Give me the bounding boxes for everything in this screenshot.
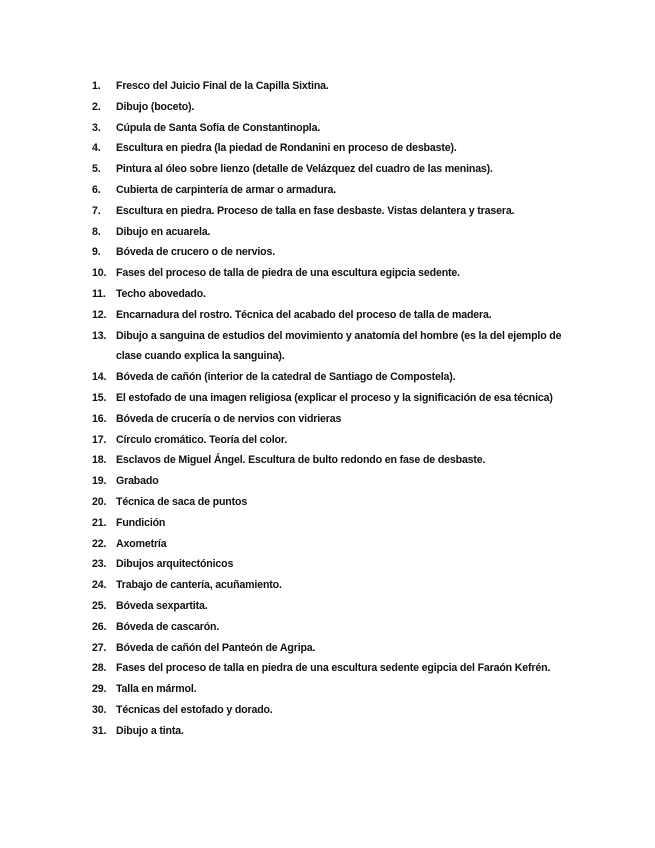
list-item bbox=[92, 138, 572, 159]
list-item-text: Cúpula de Santa Sofía de Constantinopla. bbox=[116, 121, 321, 134]
list-item bbox=[92, 388, 572, 409]
list-item-number: 18. bbox=[92, 454, 107, 467]
list-item-text: Dibujo a tinta. bbox=[116, 724, 184, 737]
list-item bbox=[92, 471, 572, 492]
list-item-number: 14. bbox=[92, 371, 107, 384]
list-item bbox=[92, 76, 572, 97]
list-item bbox=[92, 430, 572, 451]
list-item bbox=[92, 492, 572, 513]
list-item-number: 30. bbox=[92, 703, 107, 716]
list-item-number: 20. bbox=[92, 495, 107, 508]
list-item-text: Escultura en piedra (la piedad de Rondanini en proceso de desbaste). bbox=[116, 142, 457, 155]
list-item-text: Encarnadura del rostro. Técnica del acabado del proceso de talla de madera. bbox=[116, 308, 492, 321]
list-item bbox=[92, 118, 572, 139]
list-item-text: Dibujo en acuarela. bbox=[116, 225, 211, 238]
list-item-text: Dibujo (boceto). bbox=[116, 100, 195, 113]
list-item-number: 21. bbox=[92, 516, 107, 529]
list-item-text: Axometría bbox=[116, 537, 167, 550]
list-item-text: Fases del proceso de talla de piedra de una escultura egipcia sedente. bbox=[116, 267, 460, 280]
list-item-text: Bóveda de crucero o de nervios. bbox=[116, 246, 276, 259]
list-item-number: 28. bbox=[92, 662, 107, 675]
list-item-number: 8. bbox=[92, 225, 101, 238]
list-item bbox=[92, 679, 572, 700]
list-item-text: Trabajo de cantería, acuñamiento. bbox=[116, 579, 282, 592]
list-item-number: 17. bbox=[92, 433, 107, 446]
list-item bbox=[92, 284, 572, 305]
list-item-number: 2. bbox=[92, 100, 101, 113]
list-item bbox=[92, 305, 572, 326]
list-item bbox=[92, 326, 572, 368]
list-item bbox=[92, 242, 572, 263]
list-item bbox=[92, 721, 572, 742]
list-item-number: 24. bbox=[92, 579, 107, 592]
list-item bbox=[92, 617, 572, 638]
list-item-number: 1. bbox=[92, 80, 101, 92]
list-item-number: 3. bbox=[92, 121, 101, 134]
list-item-number: 16. bbox=[92, 412, 107, 425]
list-item bbox=[92, 513, 572, 534]
list-item-number: 11. bbox=[92, 287, 106, 300]
list-item-text: Bóveda de cascarón. bbox=[116, 620, 220, 633]
list-item-text: Talla en mármol. bbox=[116, 683, 197, 696]
list-item-text: Fases del proceso de talla en piedra de una escultura sedente egipcia del Faraón Kefrén. bbox=[116, 662, 551, 675]
list-item-text: Técnica de saca de puntos bbox=[116, 495, 248, 508]
list-item-number: 5. bbox=[92, 163, 101, 176]
list-item bbox=[92, 409, 572, 430]
list-item bbox=[92, 263, 572, 284]
list-item-text: Grabado bbox=[116, 475, 159, 488]
list-item bbox=[92, 97, 572, 118]
list-item-number: 29. bbox=[92, 683, 107, 696]
list-item bbox=[92, 159, 572, 180]
list-item-number: 4. bbox=[92, 142, 101, 155]
list-item bbox=[92, 596, 572, 617]
list-item bbox=[92, 534, 572, 555]
list-item-text: Bóveda de cañón (interior de la catedral de Santiago de Compostela). bbox=[116, 371, 456, 384]
list-item-text: Bóveda de cañón del Panteón de Agripa. bbox=[116, 641, 316, 654]
list-item bbox=[92, 554, 572, 575]
list-item-number: 15. bbox=[92, 391, 107, 404]
list-item-number: 22. bbox=[92, 537, 107, 550]
list-item-number: 7. bbox=[92, 204, 101, 217]
list-item-number: 12. bbox=[92, 308, 107, 321]
list-item bbox=[92, 367, 572, 388]
list-item bbox=[92, 222, 572, 243]
list-item-number: 23. bbox=[92, 558, 107, 571]
list-item-text: Bóveda sexpartita. bbox=[116, 599, 208, 612]
numbered-list bbox=[92, 76, 572, 742]
list-item bbox=[92, 180, 572, 201]
list-item-number: 13. bbox=[92, 329, 107, 342]
list-item-number: 9. bbox=[92, 246, 101, 259]
list-item-number: 31. bbox=[92, 724, 107, 737]
list-item-number: 19. bbox=[92, 475, 107, 488]
list-item bbox=[92, 700, 572, 721]
list-item-text: Bóveda de crucería o de nervios con vidrieras bbox=[116, 412, 342, 425]
list-item-text: Esclavos de Miguel Ángel. Escultura de bulto redondo en fase de desbaste. bbox=[116, 454, 486, 467]
list-item-number: 26. bbox=[92, 620, 107, 633]
list-item bbox=[92, 658, 572, 679]
list-item-text: El estofado de una imagen religiosa (explicar el proceso y la significación de esa técnica) bbox=[116, 391, 553, 404]
list-item-text: Círculo cromático. Teoría del color. bbox=[116, 433, 288, 446]
list-item-number: 27. bbox=[92, 641, 107, 654]
list-item bbox=[92, 575, 572, 596]
list-item-text: Cubierta de carpintería de armar o armadura. bbox=[116, 183, 337, 196]
list-item-text: Dibujos arquitectónicos bbox=[116, 558, 234, 571]
list-item-text: Fundición bbox=[116, 516, 166, 529]
list-item-text: Dibujo a sanguina de estudios del movimiento y anatomía del hombre (es la del ejemplo de clase cuando explica la sanguina). bbox=[116, 329, 562, 363]
list-item-number: 10. bbox=[92, 267, 107, 280]
list-item-text: Pintura al óleo sobre lienzo (detalle de Velázquez del cuadro de las meninas). bbox=[116, 163, 493, 176]
list-item bbox=[92, 201, 572, 222]
list-item-text: Fresco del Juicio Final de la Capilla Sixtina. bbox=[116, 80, 329, 92]
list-item-text: Techo abovedado. bbox=[116, 287, 206, 300]
list-item-number: 25. bbox=[92, 599, 107, 612]
list-item bbox=[92, 450, 572, 471]
list-item-text: Escultura en piedra. Proceso de talla en fase desbaste. Vistas delantera y trasera. bbox=[116, 204, 515, 217]
list-item-text: Técnicas del estofado y dorado. bbox=[116, 703, 273, 716]
list-item bbox=[92, 638, 572, 659]
list-item-number: 6. bbox=[92, 183, 101, 196]
